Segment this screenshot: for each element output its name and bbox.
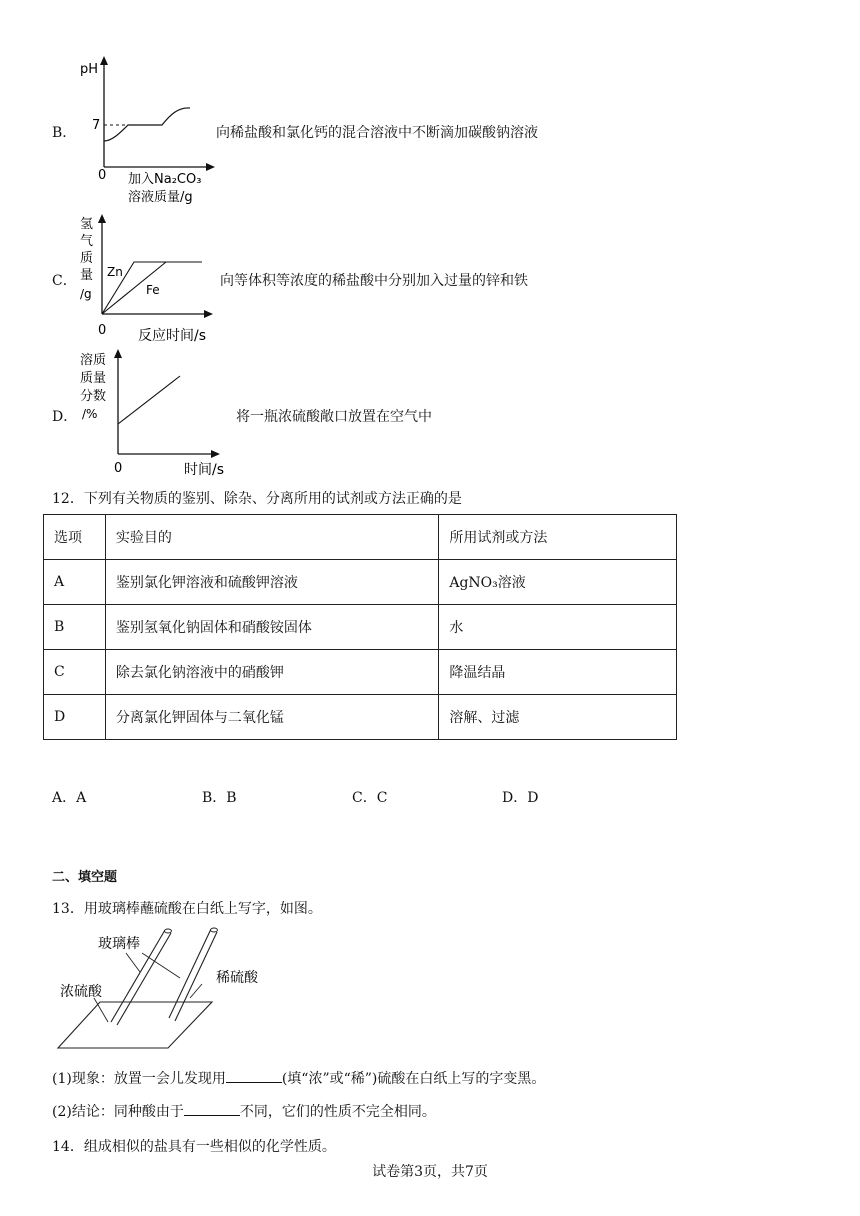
y-label-char-2: 气 <box>80 234 94 249</box>
y-label-line-1: 溶质 <box>80 353 107 368</box>
y-axis-label: pH <box>80 62 99 77</box>
table-cell: A <box>44 560 106 605</box>
question-13-part-1 <box>52 1068 545 1088</box>
table-row <box>44 560 677 605</box>
option-b-description: 向稀盐酸和氯化钙的混合溶液中不断滴加碳酸钠溶液 <box>216 125 538 141</box>
x-axis-arrow <box>206 163 215 171</box>
table-cell: C <box>44 650 106 695</box>
question-13-stem: 13．用玻璃棒蘸硫酸在白纸上写字，如图。 <box>52 901 322 917</box>
table-cell: AgNO₃溶液 <box>439 560 677 605</box>
table-row <box>44 650 677 695</box>
x-axis-label-line1: 加入Na₂CO₃ <box>128 172 202 187</box>
y-label-line-2: 质量 <box>80 371 107 386</box>
fraction-line <box>118 376 180 424</box>
table-cell: 溶解、过滤 <box>439 695 677 740</box>
option-b-label: B． <box>52 125 77 141</box>
chart-c-hydrogen-mass <box>74 212 220 346</box>
ph-curve <box>104 108 190 141</box>
table-header-cell: 实验目的 <box>105 515 438 560</box>
table-cell: 除去氯化钠溶液中的硝酸钾 <box>105 650 438 695</box>
table-cell: 降温结晶 <box>439 650 677 695</box>
answer-blank-1[interactable] <box>226 1070 282 1083</box>
y-axis-arrow <box>98 214 106 223</box>
question-13-part-2 <box>52 1101 436 1121</box>
y-axis-arrow <box>114 349 122 358</box>
y-label-char-3: 质 <box>80 251 94 266</box>
question-14-stem: 14．组成相似的盐具有一些相似的化学性质。 <box>52 1139 336 1155</box>
x-axis-label-line2: 溶液质量/g <box>128 190 193 205</box>
y-label-char-4: 量 <box>80 268 94 283</box>
part-2-text-a: (2)结论：同种酸由于 <box>52 1104 184 1120</box>
answer-blank-2[interactable] <box>184 1103 240 1116</box>
origin-label: 0 <box>114 461 123 476</box>
concentrated-acid-label: 浓硫酸 <box>60 984 102 1000</box>
table-cell: B <box>44 605 106 650</box>
rod-label: 玻璃棒 <box>98 936 140 952</box>
table-cell: 鉴别氯化钾溶液和硫酸钾溶液 <box>105 560 438 605</box>
white-paper <box>58 1002 212 1048</box>
part-1-text-a: (1)现象：放置一会儿发现用 <box>52 1071 226 1087</box>
table-row <box>44 605 677 650</box>
x-axis-label: 反应时间/s <box>138 328 207 344</box>
section-heading: 二、填空题 <box>52 870 118 885</box>
chart-d-solute-fraction <box>74 346 234 480</box>
tick-7-label: 7 <box>92 118 101 133</box>
y-axis-arrow <box>100 56 108 65</box>
answer-option-d[interactable]: D．D <box>502 790 539 806</box>
table-header-cell: 所用试剂或方法 <box>439 515 677 560</box>
chart-b-ph-curve <box>70 55 220 207</box>
dilute-acid-label: 稀硫酸 <box>216 970 258 986</box>
origin-label: 0 <box>98 168 107 183</box>
option-d-label: D． <box>52 409 78 425</box>
question-12-stem: 12．下列有关物质的鉴别、除杂、分离所用的试剂或方法正确的是 <box>52 491 462 507</box>
answer-option-b[interactable]: B．B <box>202 790 237 806</box>
glass-rod-dilute <box>169 928 218 1021</box>
y-label-unit: /g <box>80 287 92 301</box>
option-c-description: 向等体积等浓度的稀盐酸中分别加入过量的锌和铁 <box>220 273 528 289</box>
option-c-label: C． <box>52 273 77 289</box>
table-row <box>44 695 677 740</box>
answer-option-c[interactable]: C．C <box>352 790 388 806</box>
table-cell: D <box>44 695 106 740</box>
x-axis-arrow <box>204 310 213 318</box>
y-label-line-3: 分数 <box>80 389 107 404</box>
table-cell: 鉴别氢氧化钠固体和硝酸铵固体 <box>105 605 438 650</box>
x-axis-arrow <box>211 450 220 458</box>
answer-option-a[interactable]: A．A <box>52 790 87 806</box>
y-label-char-1: 氢 <box>80 217 94 232</box>
origin-label: 0 <box>98 323 107 338</box>
part-1-text-b: (填“浓”或“稀”)硫酸在白纸上写的字变黑。 <box>281 1071 546 1087</box>
y-label-unit: /% <box>82 407 98 421</box>
table-header-cell: 选项 <box>44 515 106 560</box>
table-header-row <box>44 515 677 560</box>
question-12-table <box>43 514 677 740</box>
series-fe-label: Fe <box>146 283 160 297</box>
x-axis-label: 时间/s <box>184 462 225 478</box>
leader-line-rod-2 <box>142 953 180 978</box>
series-zn-label: Zn <box>107 265 123 279</box>
option-d-description: 将一瓶浓硫酸敞口放置在空气中 <box>236 409 432 425</box>
page-footer: 试卷第3页，共7页 <box>372 1164 488 1180</box>
leader-line-rod-1 <box>126 953 140 972</box>
part-2-text-b: 不同，它们的性质不完全相同。 <box>239 1104 436 1120</box>
table-cell: 分离氯化钾固体与二氧化锰 <box>105 695 438 740</box>
table-cell: 水 <box>439 605 677 650</box>
figure-glass-rods <box>56 924 280 1054</box>
